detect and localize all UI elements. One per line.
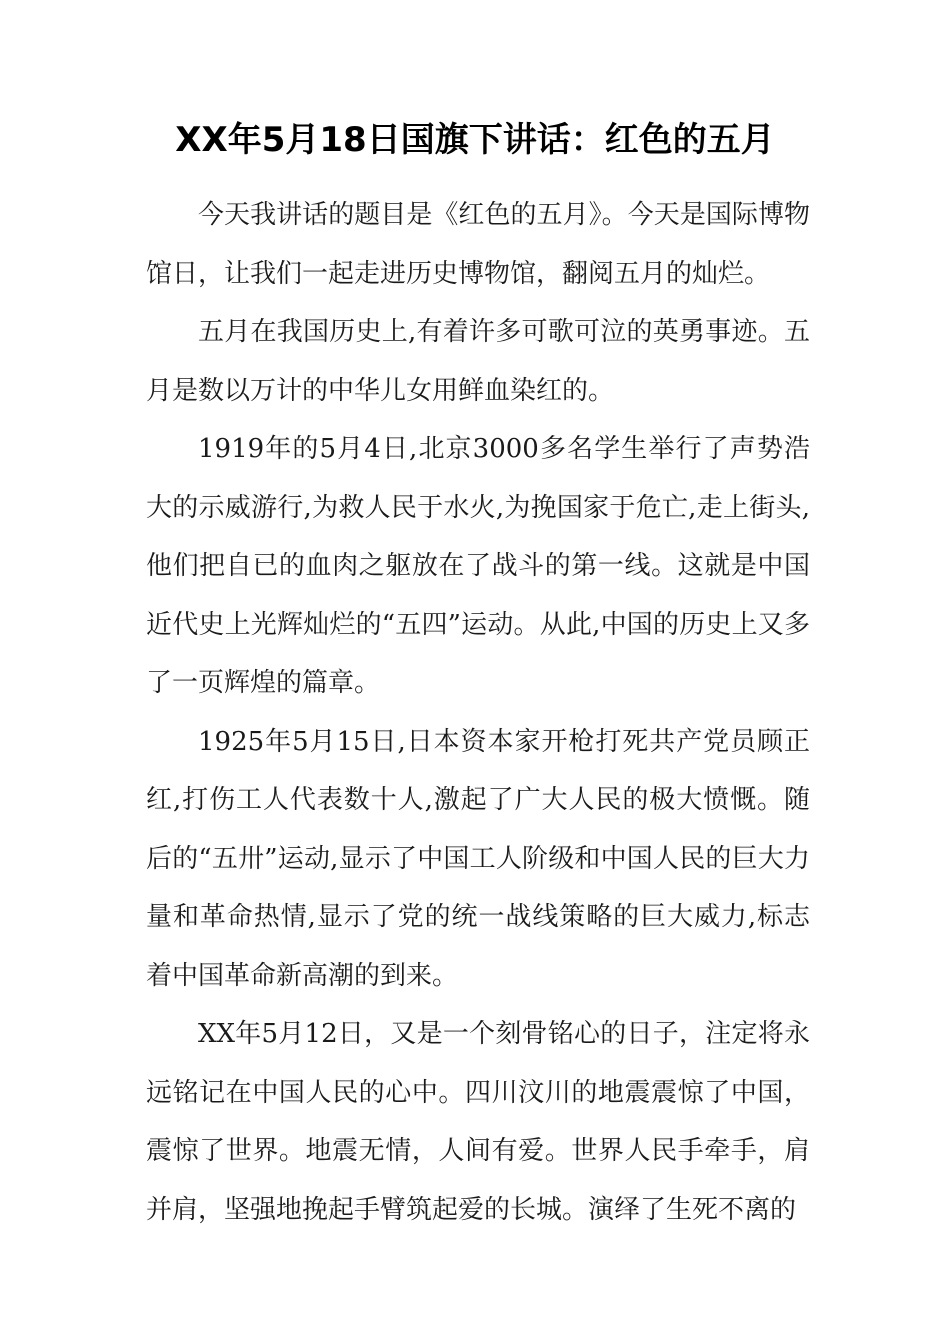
document-body xyxy=(146,186,810,1239)
paragraph: XX年5月12日，又是一个刻骨铭心的日子，注定将永远铭记在中国人民的心中。四川汶川的地震震惊了中国，震惊了世界。地震无情，人间有爱。世界人民手牵手，肩并肩，坚强地挽起手臂筑起爱的长城。演绎了生死不离的 xyxy=(146,1019,810,1225)
paragraph: 今天我讲话的题目是《红色的五月》。今天是国际博物馆日，让我们一起走进历史博物馆，翻阅五月的灿烂。 xyxy=(146,200,810,289)
paragraph: 1925年5月15日,日本资本家开枪打死共产党员顾正红,打伤工人代表数十人,激起了广大人民的极大愤慨。随后的“五卅”运动,显示了中国工人阶级和中国人民的巨大力量和革命热情,显示了党的统一战线策略的巨大威力,标志着中国革命新高潮的到来。 xyxy=(146,726,810,991)
paragraph: 1919年的5月4日,北京3000多名学生举行了声势浩大的示威游行,为救人民于水火,为挽国家于危亡,走上街头,他们把自已的血肉之躯放在了战斗的第一线。这就是中国近代史上光辉灿烂的“五四”运动。从此,中国的历史上又多了一页辉煌的篇章。 xyxy=(146,434,810,698)
paragraph: 五月在我国历史上,有着许多可歌可泣的英勇事迹。五月是数以万计的中华儿女用鲜血染红的。 xyxy=(146,317,810,406)
document-title: XX年5月18日国旗下讲话：红色的五月 xyxy=(175,120,775,160)
